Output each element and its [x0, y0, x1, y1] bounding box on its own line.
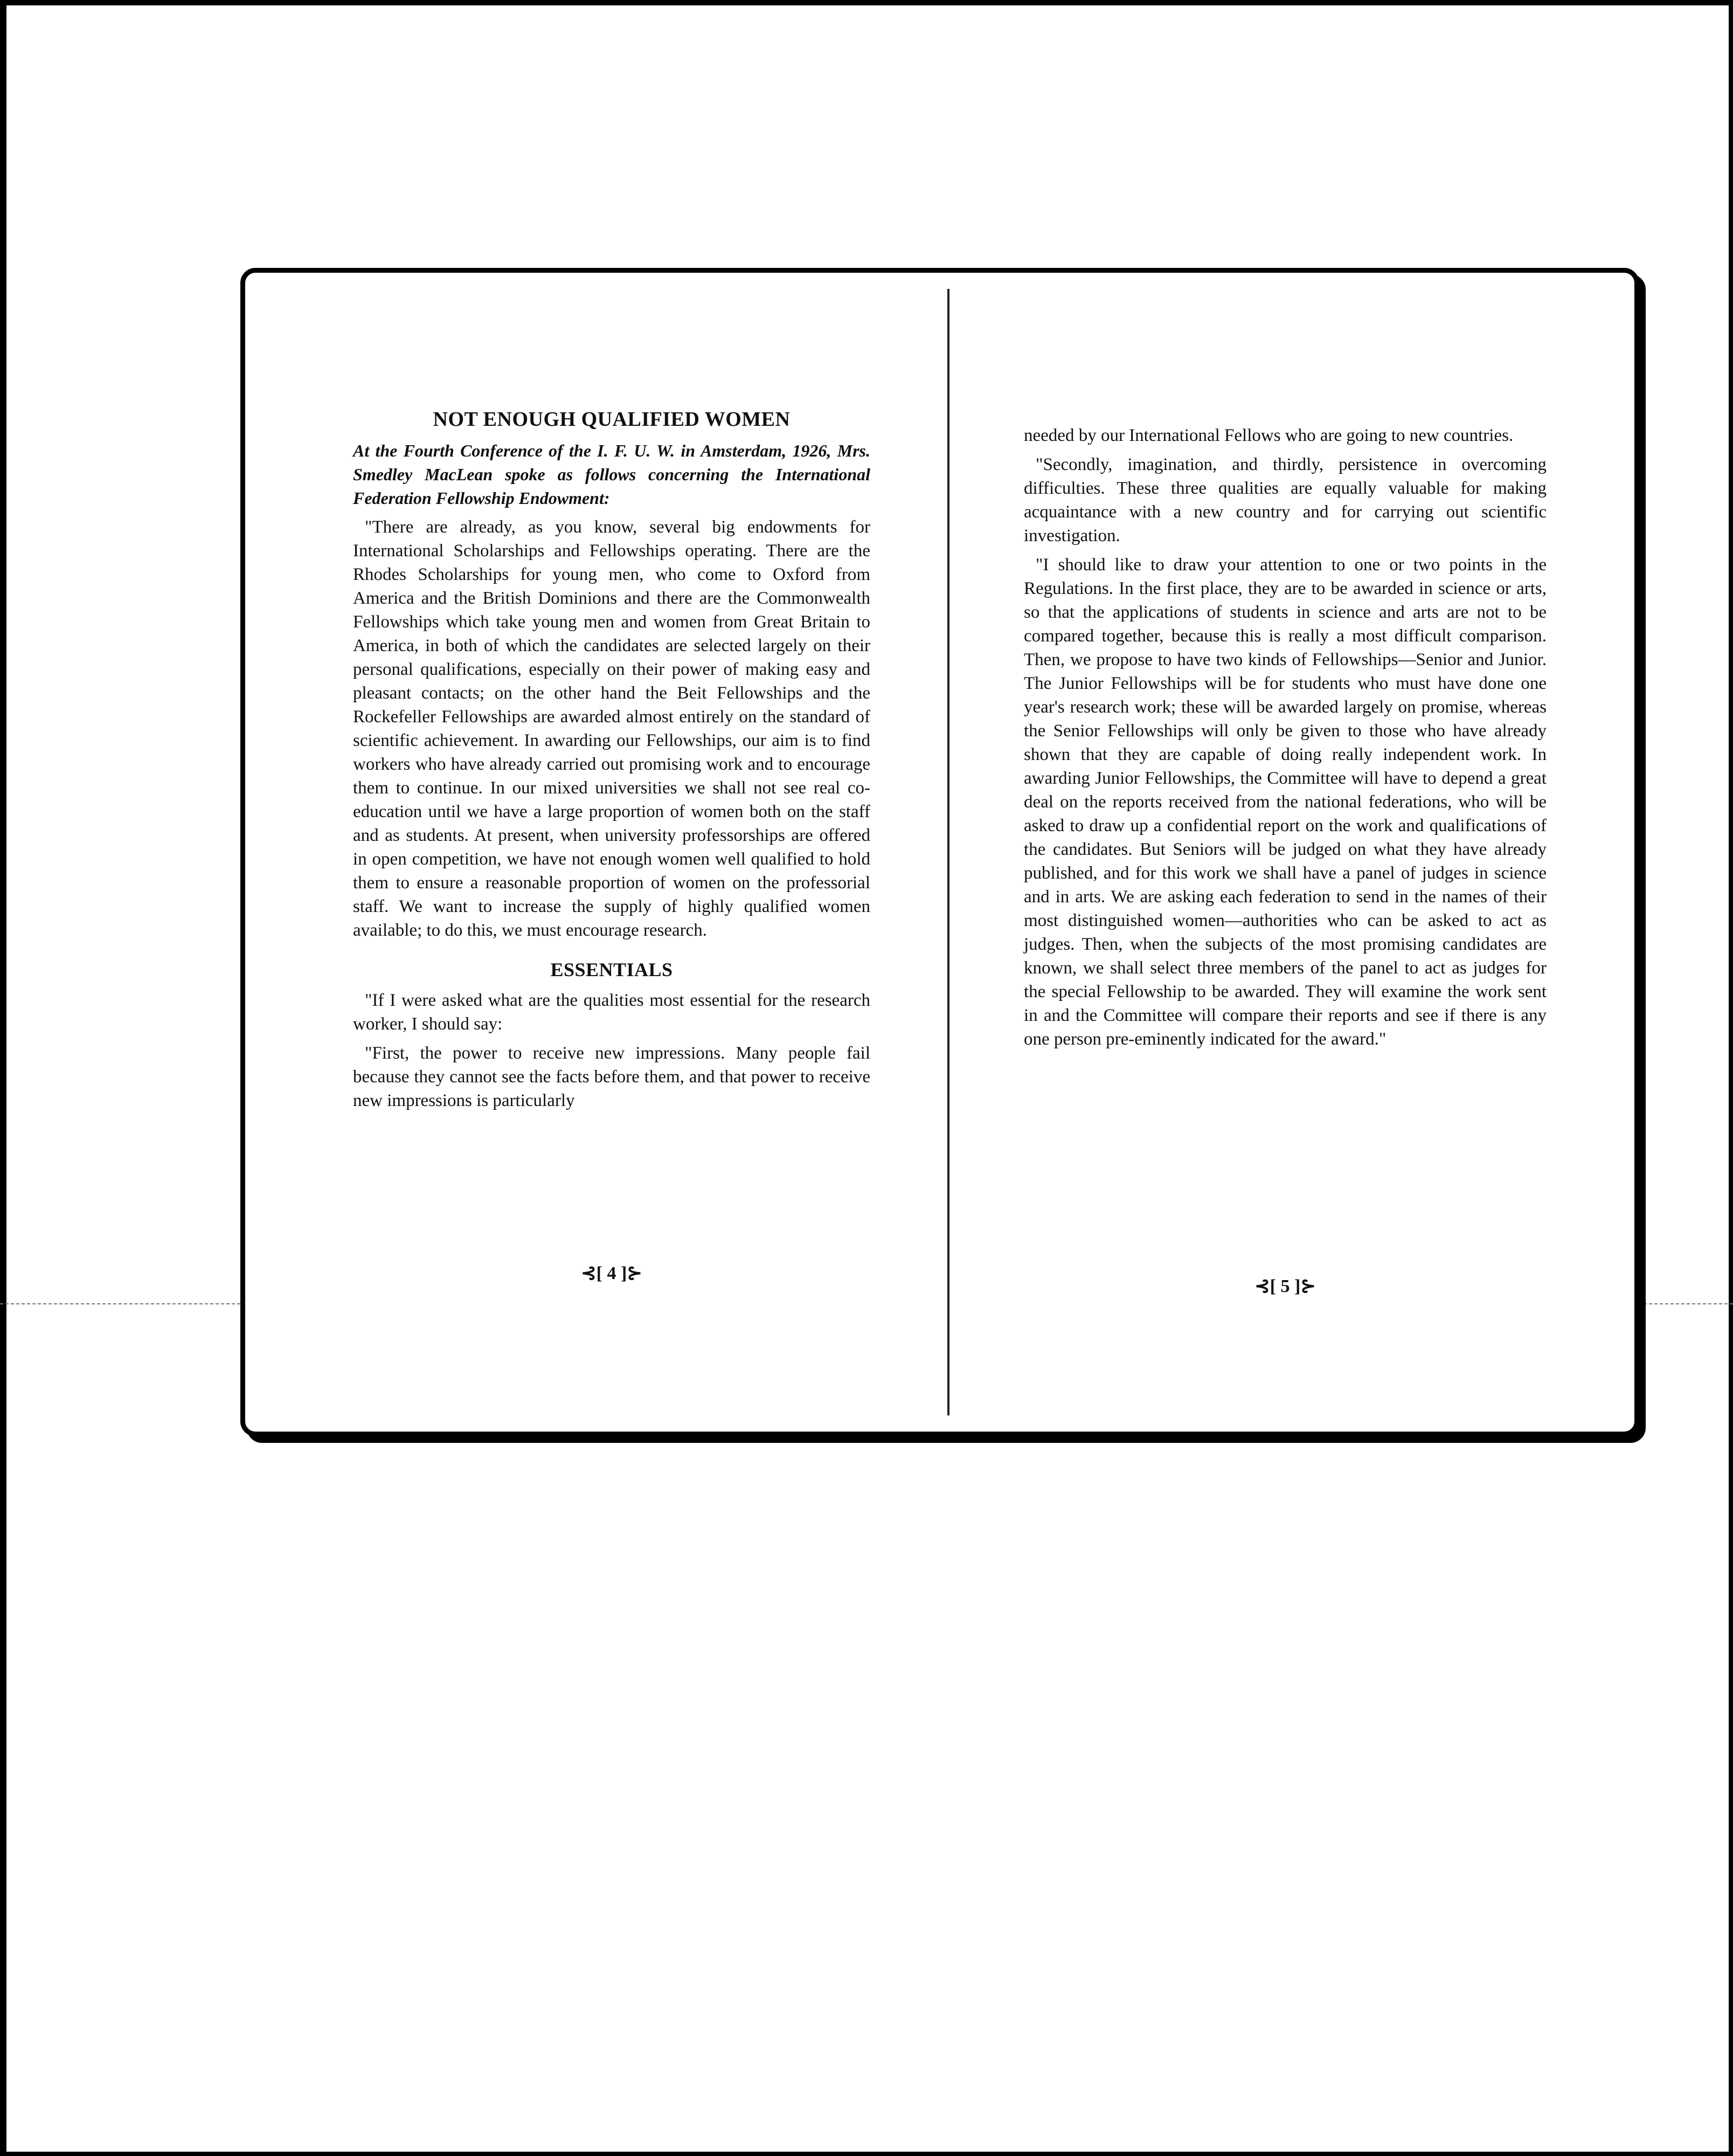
body-paragraph: needed by our International Fellows who are going to new countries.	[1024, 426, 1514, 445]
body-paragraph: "Secondly, imagination, and thirdly, persistence in overcoming difficulties. These three qualities are equally valuable for making acquaintance with a new country and for carrying out scientific investigation.	[1024, 455, 1547, 545]
folio-ornament-left: ⊰[	[1254, 1276, 1281, 1296]
page-number-value: 5	[1280, 1276, 1290, 1296]
page-number	[1231, 1275, 1339, 1297]
body-paragraph: "I should like to draw your attention to one or two points in the Regulations. In the first place, they are to be awarded in science or arts, so that the applications of students in science and arts are not to be compared together, because this is really a most difficult comparison. Then, we propose to have two kinds of Fellowships—Senior and Junior. The Junior Fellowships will be for students who must have done one year's research work; these will be awarded largely on promise, whereas the Senior Fellowships will only be given to those who have already shown that they are capable of doing really independent work. In awarding Junior Fellowships, the Committee will have to depend a great deal on the reports received from the national federations, who will be asked to draw up a confidential report on the work and qualifications of the candidates. But Seniors will be judged on what they have already published, and for this work we shall have a panel of judges in science and in arts. We are asking each federation to send in the names of their most distinguished women—authorities who can be asked to act as judges. Then, when the subjects of the most promising candidates are known, we shall select three members of the panel to act as judges for the special Fellowship to be awarded. They will examine the work sent in and the Committee will compare their reports and see if there is any one person pre-eminently indicated for the award."	[1024, 555, 1547, 1049]
section-heading: NOT ENOUGH QUALIFIED WOMEN	[433, 408, 791, 431]
folio-ornament-right: ]⊱	[1290, 1276, 1316, 1296]
folio-ornament-left: ⊰[	[581, 1263, 607, 1283]
body-paragraph: "First, the power to receive new impressions. Many people fail because they cannot see the facts before them, and that power to receive new impressions is particularly	[353, 1044, 870, 1110]
page-number	[558, 1262, 666, 1284]
intro-text: At the Fourth Conference of the I. F. U. W. in Amsterdam, 1926, Mrs. Smedley MacLean spoke as follows concerning the International Federation Fellowship Endowment:	[353, 441, 870, 508]
page-number-value: 4	[607, 1263, 616, 1283]
body-paragraph: "If I were asked what are the qualities most essential for the research worker, I should say:	[353, 991, 870, 1034]
right-page	[1024, 273, 1547, 1441]
left-page	[353, 273, 870, 1441]
booklet-spread	[240, 268, 1639, 1436]
body-paragraph: "There are already, as you know, several big endowments for International Scholarships and Fellowships operating. There are the Rhodes Scholarships for young men, who come to Oxford from America and the British Dominions and there are the Commonwealth Fellowships which take young men and women from Great Britain to America, in both of which the candidates are selected largely on their personal qualifications, especially on their power of making easy and pleasant contacts; on the other hand the Beit Fellowships and the Rockefeller Fellowships are awarded almost entirely on the standard of scientific achievement. In awarding our Fellowships, our aim is to find workers who have already carried out promising work and to encourage them to continue. In our mixed universities we shall not see real co-education until we have a large proportion of women both on the staff and as students. At present, when university professorships are offered in open competition, we have not enough women well qualified to hold them to ensure a reasonable proportion of women on the professorial staff. We want to increase the supply of highly qualified women available; to do this, we must encourage research.	[353, 517, 870, 940]
booklet-spine	[947, 289, 949, 1415]
folio-ornament-right: ]⊱	[616, 1263, 642, 1283]
subheading: ESSENTIALS	[550, 959, 673, 980]
